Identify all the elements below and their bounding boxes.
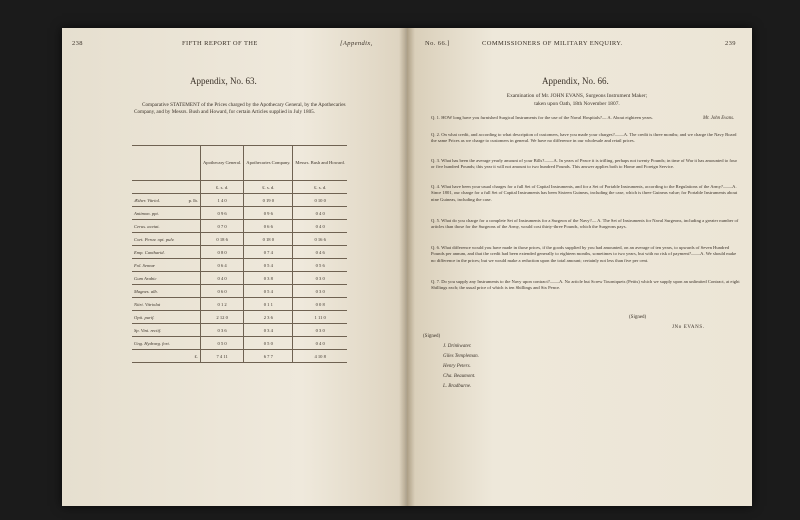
price-apothecary-general: 0 3 6: [200, 324, 243, 337]
price-apothecaries-company: 0 5 4: [244, 285, 293, 298]
price-apothecary-general: 0 6 4: [200, 259, 243, 272]
article-name: [132, 298, 200, 311]
price-row: [132, 337, 347, 350]
price-apothecaries-company: 0 9 6: [244, 207, 293, 220]
exam-line-1: Examination of Mr. JOHN EVANS, Surgeons Instrument Maker;: [506, 93, 648, 99]
price-row: [132, 285, 347, 298]
price-row: [132, 324, 347, 337]
article-label: Antimon. ppt.: [134, 210, 159, 216]
price-apothecary-general: 0 18 6: [200, 233, 243, 246]
price-bush-howard: 0 3 0: [293, 272, 347, 285]
signer-name: JNo EVANS.: [672, 325, 705, 330]
price-bush-howard: 0 3 0: [293, 324, 347, 337]
right-appendix-title: Appendix, No. 66.: [542, 76, 609, 86]
article-unit: p. lb.: [188, 197, 198, 203]
price-apothecary-general: 0 9 6: [200, 207, 243, 220]
right-left-marker: No. 66.]: [425, 40, 450, 47]
right-page: [407, 28, 752, 506]
price-row: [132, 220, 347, 233]
article-label: Cort. Peruv. opt. pulv.: [134, 236, 175, 242]
price-row: [132, 246, 347, 259]
commissioner-name: J. Drinkwater.: [443, 344, 472, 349]
article-name: [132, 259, 200, 272]
price-apothecary-general: 0 7 0: [200, 220, 243, 233]
units-row: [132, 181, 347, 194]
article-label: Magnes. alb.: [134, 288, 158, 294]
question-7: Q. 7. Do you supply any Instruments to the Navy upon contract?——A. No article but Screw Tourniquets (Petits) which we supply upon an unlimited Contract, at eight Shillings each; the usual price of which is ten Shillings and Six Pence.: [431, 279, 740, 291]
totals-row: [132, 350, 347, 363]
price-row: [132, 194, 347, 207]
price-apothecary-general: 0 6 0: [200, 285, 243, 298]
left-running-head-right: [Appendix,: [340, 40, 373, 47]
article-name: [132, 324, 200, 337]
article-name: [132, 272, 200, 285]
total-cell: 6 7 7: [244, 350, 293, 363]
article-name: [132, 246, 200, 259]
left-appendix-title: Appendix, No. 63.: [190, 76, 257, 86]
price-row: [132, 311, 347, 324]
price-table-header: [132, 146, 347, 181]
price-apothecary-general: 0 8 0: [200, 246, 243, 259]
units-cell: £. s. d.: [244, 181, 293, 194]
left-running-head: FIFTH REPORT OF THE: [182, 40, 258, 47]
commissioner-name: Cha. Beaumont.: [443, 374, 476, 379]
article-name: [132, 194, 200, 207]
price-apothecaries-company: 2 3 6: [244, 311, 293, 324]
question-1: Q. 1. HOW long have you furnished Surgical Instruments for the use of the Naval Hospitals?— A. About eighteen years.: [431, 115, 653, 120]
price-bush-howard: 0 16 6: [293, 233, 347, 246]
article-name: [132, 207, 200, 220]
article-label: Opii. purif.: [134, 314, 155, 320]
article-name: [132, 285, 200, 298]
price-bush-howard: 0 4 0: [293, 207, 347, 220]
price-apothecary-general: 1 4 0: [200, 194, 243, 207]
price-row: [132, 272, 347, 285]
article-name: [132, 311, 200, 324]
commissioner-name: L. Bradburne.: [443, 384, 472, 389]
price-apothecaries-company: 0 5 0: [244, 337, 293, 350]
price-apothecary-general: 0 1 2: [200, 298, 243, 311]
commissioner-name: Giles Templeman.: [443, 354, 479, 359]
price-row: [132, 259, 347, 272]
margin-note: Mr. John Evans.: [703, 116, 735, 121]
price-apothecaries-company: 0 18 0: [244, 233, 293, 246]
article-column-header: [132, 146, 200, 181]
article-label: Cerus. acetat.: [134, 223, 160, 229]
article-label: Gum Arabic: [134, 275, 157, 281]
price-apothecary-general: 0 4 0: [200, 272, 243, 285]
price-table: [132, 145, 347, 363]
price-apothecaries-company: 0 3 4: [244, 324, 293, 337]
open-book: [62, 28, 752, 506]
col-apothecary-general: Apothecary General.: [200, 146, 243, 181]
signed-label-right: (Signed): [629, 315, 647, 320]
question-3: Q. 3. What has been the average yearly amount of your Bills?——A. In years of Peace it is trifling, perhaps not twenty Pounds; in time of War it has amounted to four or five hundred Pounds; this year it will not amount to two hundred Pounds. This answer applies both to Home and Foreign Service.: [431, 158, 738, 170]
book-gutter: [399, 28, 415, 506]
question-5: Q. 5. What do you charge for a complete Set of Instruments for a Surgeon of the Navy?— A. The Set of Instruments for Naval Surgeons, including a greater number of articles than those for the Surgeons of the Army, would cost thirty-three Pounds, which the Surgeons pays.: [431, 218, 739, 230]
col-bush-howard: Messrs. Bush and Howard.: [293, 146, 347, 181]
price-bush-howard: 0 4 0: [293, 220, 347, 233]
question-2: Q. 2. On what credit, and according to what description of customers, have you made your charges?——A. The credit is three months; and we charge the Navy Board the same Prices as we charge to customers in general. We have no difference in our wholesale and retail prices.: [431, 132, 737, 144]
price-bush-howard: 0 5 6: [293, 259, 347, 272]
price-bush-howard: 0 4 0: [293, 337, 347, 350]
left-intro-paragraph: Comparative STATEMENT of the Prices charged by the Apothecary General, by the Apothecaries Company, and by Messrs. Bush and Howard, for certain Articles supplied in July 1805.: [134, 102, 346, 115]
price-bush-howard: 0 3 0: [293, 285, 347, 298]
article-label: Nitri. Vitriolat: [134, 301, 161, 307]
right-page-number: 239: [725, 40, 736, 47]
price-apothecary-general: 2 12 0: [200, 311, 243, 324]
price-apothecaries-company: 0 19 0: [244, 194, 293, 207]
article-label: Fol. Sennæ: [134, 262, 155, 268]
right-running-head: COMMISSIONERS OF MILITARY ENQUIRY.: [482, 40, 623, 47]
article-name: [132, 220, 200, 233]
total-label: £.: [132, 350, 200, 363]
total-cell: 4 10 8: [293, 350, 347, 363]
article-name: [132, 337, 200, 350]
article-label: Emp. Cantharid.: [134, 249, 165, 255]
price-row: [132, 298, 347, 311]
price-apothecaries-company: 0 1 1: [244, 298, 293, 311]
price-row: [132, 233, 347, 246]
price-bush-howard: 0 4 6: [293, 246, 347, 259]
price-bush-howard: 0 10 0: [293, 194, 347, 207]
col-apothecaries-company: Apothecaries Company.: [244, 146, 293, 181]
price-apothecaries-company: 0 7 4: [244, 246, 293, 259]
price-apothecaries-company: 0 6 6: [244, 220, 293, 233]
price-row: [132, 207, 347, 220]
commissioner-name: Henry Peters.: [443, 364, 471, 369]
price-apothecaries-company: 0 3 8: [244, 272, 293, 285]
article-label: Sp. Vini. rectif.: [134, 327, 162, 333]
exam-line-2: taken upon Oath, 18th November 1807.: [534, 101, 620, 107]
left-page: [62, 28, 405, 506]
left-page-number: 238: [72, 40, 83, 47]
units-cell: £. s. d.: [293, 181, 347, 194]
price-bush-howard: 1 11 0: [293, 311, 347, 324]
price-bush-howard: 0 0 8: [293, 298, 347, 311]
question-4: Q. 4. What have been your usual charges for a full Set of Capital Instruments, and for a Set of Portable Instruments, according to the Regulations of the Army?——A. Since 1801, our charge for a full Set of Capital Instruments has been Sixteen Guineas, including the case, which is three Guineas value; for Portable Instruments about nine Guineas, including the case.: [431, 184, 738, 202]
total-cell: 7 4 11: [200, 350, 243, 363]
article-name: [132, 233, 200, 246]
units-cell: £. s. d.: [200, 181, 243, 194]
article-label: Ung. Hydrarg. fort.: [134, 340, 170, 346]
signed-label-left: (Signed): [423, 334, 441, 339]
question-6: Q. 6. What difference would you have made in those prices, if the goods supplied by you had amounted, on an average of ten years, to upwards of Seven Hundred Pounds per annum, and that the credit had been extended generally to eighteen months, sometimes to two years, but with no risk of payment?——A. We should make no difference in the prices; but we would make a reduction upon the total amount; certainly not less than five per cent.: [431, 245, 737, 263]
price-apothecaries-company: 0 5 4: [244, 259, 293, 272]
article-label: Æther. Vitriol.: [134, 197, 161, 203]
price-apothecary-general: 0 5 0: [200, 337, 243, 350]
